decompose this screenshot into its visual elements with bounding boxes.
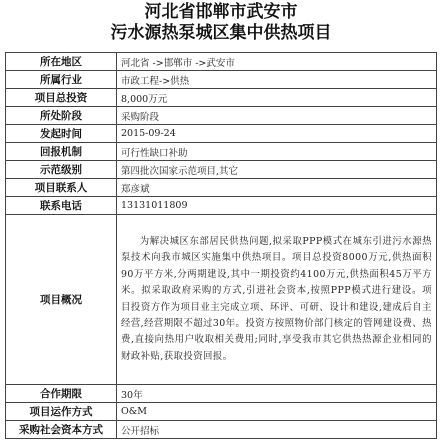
total-investment-label: 项目总投资 <box>6 89 117 107</box>
procurement-label: 采购社会资本方式 <box>6 421 117 439</box>
table-row-stage <box>6 107 437 125</box>
industry-value: 市政工程->供热 <box>117 71 437 89</box>
stage-value: 采购阶段 <box>117 107 437 125</box>
operation-mode-value: O&M <box>117 403 437 421</box>
table-row-industry <box>6 71 437 89</box>
total-investment-value: 8,000万元 <box>117 89 437 107</box>
table-row-term <box>6 385 437 403</box>
overview-label: 项目概况 <box>6 215 117 385</box>
table-row-launch-date <box>6 125 437 143</box>
demo-level-value: 第四批次国家示范项目,其它 <box>117 161 437 179</box>
phone-label: 联系电话 <box>6 197 117 215</box>
table-row-phone <box>6 197 437 215</box>
demo-level-label: 示范级别 <box>6 161 117 179</box>
table-row-region <box>6 53 437 71</box>
contact-person-value: 郑彦斌 <box>117 179 437 197</box>
document-title <box>5 2 437 52</box>
title-line-2: 污水源热泵城区集中供热项目 <box>110 23 332 43</box>
term-value: 30年 <box>117 385 437 403</box>
project-info-table <box>5 52 437 439</box>
stage-label: 所处阶段 <box>6 107 117 125</box>
return-mechanism-value: 可行性缺口补助 <box>117 143 437 161</box>
region-value: 河北省 ->邯郸市 ->武安市 <box>117 53 437 71</box>
launch-date-label: 发起时间 <box>6 125 117 143</box>
overview-text: 为解决城区东部居民供热问题,拟采取PPP模式在城东引进污水源热泵技术向我市城区实施集中供热项目。项目总投资8000万元,供热面积90万平方米,分两期建设,其中一期投资约4100万元,供热面积45万平方米。拟采取政府采购的方式,引进社会资本,按照PPP模式进行建设。项目投资方作为项目业主完成立项、环评、可研、设计和建设,建成后自主经营,经营期限不超过30年。投资方按照物价部门核定的管网建设费、热费,直接向热用户收取相关费用;同时,享受我市其它供热热源企业相同的财政补贴,获取投资回报。 <box>117 215 437 385</box>
phone-value: 13131011809 <box>117 197 437 215</box>
term-label: 合作期限 <box>6 385 117 403</box>
table-row-procurement <box>6 421 437 439</box>
return-mechanism-label: 回报机制 <box>6 143 117 161</box>
table-row-overview <box>6 215 437 385</box>
table-row-contact-person <box>6 179 437 197</box>
region-label: 所在地区 <box>6 53 117 71</box>
table-row-demo-level <box>6 161 437 179</box>
contact-person-label: 项目联系人 <box>6 179 117 197</box>
table-row-operation-mode <box>6 403 437 421</box>
launch-date-value: 2015-09-24 <box>117 125 437 143</box>
industry-label: 所属行业 <box>6 71 117 89</box>
title-line-1: 河北省邯郸市武安市 <box>144 2 298 22</box>
table-row-return-mechanism <box>6 143 437 161</box>
table-row-total-investment <box>6 89 437 107</box>
procurement-value: 公开招标 <box>117 421 437 439</box>
operation-mode-label: 项目运作方式 <box>6 403 117 421</box>
